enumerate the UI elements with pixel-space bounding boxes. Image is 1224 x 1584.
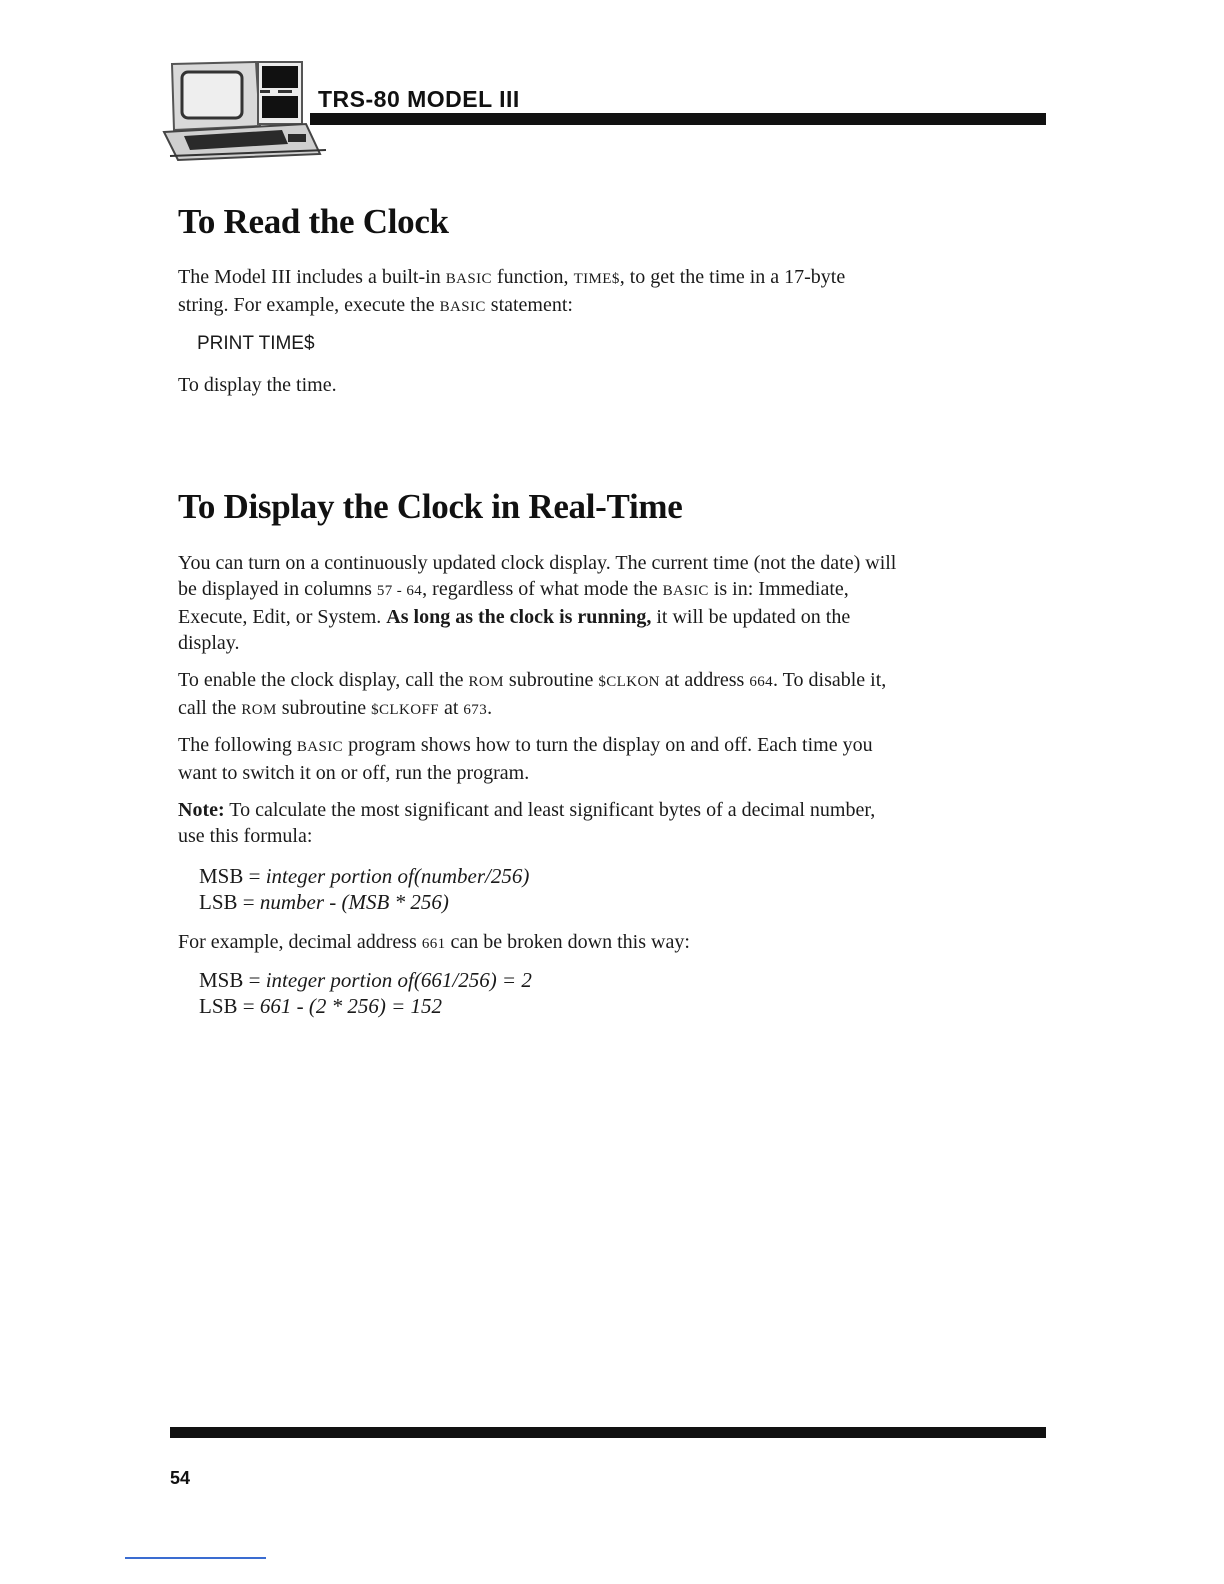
code-print-time: PRINT TIME$ bbox=[197, 333, 315, 354]
section-heading-read-clock: To Read the Clock bbox=[178, 202, 449, 241]
formula-example-msb-line: MSB = integer portion of(661/256) = 2 bbox=[199, 968, 532, 992]
display-time-paragraph: To display the time. bbox=[178, 374, 337, 396]
trs-80-computer-icon bbox=[160, 56, 332, 166]
page-number: 54 bbox=[170, 1468, 191, 1488]
example-paragraph: For example, decimal address 661 can be broken down this way: bbox=[178, 931, 690, 953]
note-paragraph: Note: To calculate the most significant and least significant bytes of a decimal number, use this formula: bbox=[178, 799, 876, 847]
basic-program-paragraph: The following BASIC program shows how to turn the display on and off. Each time you want to switch it on or off, run the program. bbox=[178, 734, 873, 784]
display-clock-paragraph: You can turn on a continuously updated clock display. The current time (not the date) will be displayed in columns 57 - 64, regardless of what mode the BASIC is in: Immediate, Execute, Edit, or System. As long as the clock is running, it will be updated on the display. bbox=[178, 552, 897, 654]
enable-clock-paragraph: To enable the clock display, call the ROM subroutine $CLKON at address 664. To disable it, call the ROM subroutine $CLKOFF at 673. bbox=[178, 669, 887, 719]
header-title: TRS-80 MODEL III bbox=[318, 86, 520, 112]
formula-general bbox=[199, 863, 529, 915]
formula-lsb-line: LSB = number - (MSB * 256) bbox=[199, 890, 449, 914]
note-label: Note: bbox=[178, 799, 225, 821]
formula-example-lsb-line: LSB = 661 - (2 * 256) = 152 bbox=[199, 994, 443, 1018]
footer-rule bbox=[170, 1427, 1046, 1438]
formula-example bbox=[199, 967, 532, 1019]
scan-underline-mark bbox=[125, 1557, 266, 1559]
section-heading-display-clock: To Display the Clock in Real-Time bbox=[178, 487, 683, 526]
formula-msb-line: MSB = integer portion of(number/256) bbox=[199, 864, 530, 888]
read-clock-paragraph: The Model III includes a built-in BASIC function, TIME$, to get the time in a 17-byte string. For example, execute the BASIC statement: bbox=[178, 266, 846, 316]
header-rule bbox=[310, 113, 1046, 125]
